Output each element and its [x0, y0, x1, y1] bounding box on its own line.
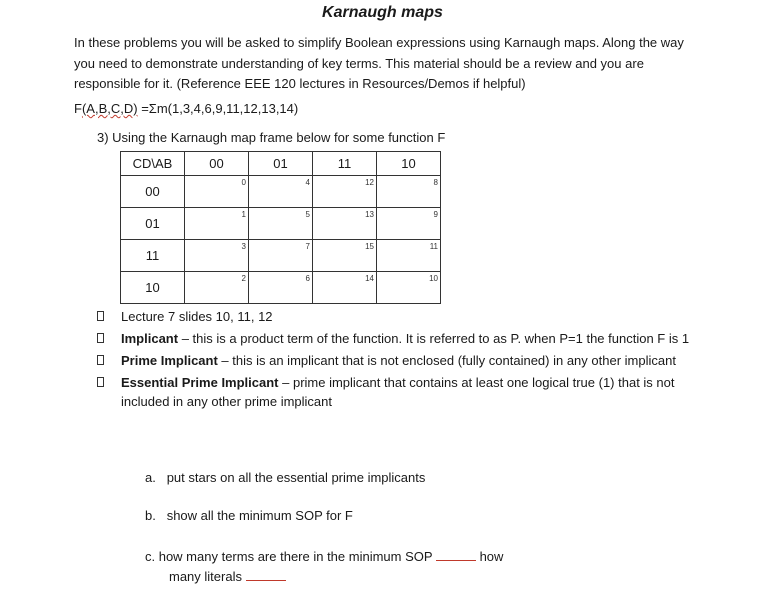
part-b-label: b. — [145, 508, 156, 523]
kmap-cell[interactable] — [249, 240, 313, 272]
minterm-index: 10 — [429, 274, 438, 283]
kmap-row — [121, 272, 441, 304]
literals-answer-blank[interactable] — [246, 580, 286, 581]
definitions-list — [97, 307, 717, 414]
kmap-cell[interactable] — [249, 176, 313, 208]
kmap-corner-label: CD\AB — [121, 152, 185, 176]
minterm-index: 1 — [241, 210, 246, 219]
kmap-col-header: 00 — [185, 152, 249, 176]
kmap-cell[interactable] — [377, 208, 441, 240]
part-a — [145, 470, 425, 485]
minterm-index: 13 — [365, 210, 374, 219]
kmap-cell[interactable] — [185, 176, 249, 208]
kmap-cell[interactable] — [185, 208, 249, 240]
terms-answer-blank[interactable] — [436, 560, 476, 561]
part-c-text: c. how many terms are there in the minimum SOP — [145, 549, 433, 564]
kmap-cell[interactable] — [185, 272, 249, 304]
minterm-index: 8 — [433, 178, 438, 187]
part-a-label: a. — [145, 470, 156, 485]
minterm-index: 15 — [365, 242, 374, 251]
minterm-index: 12 — [365, 178, 374, 187]
minterm-index: 6 — [305, 274, 310, 283]
term-name: Implicant — [121, 331, 179, 346]
kmap-cell[interactable] — [377, 240, 441, 272]
function-name: F — [74, 101, 82, 116]
intro-paragraph: In these problems you will be asked to simplify Boolean expressions using Karnaugh maps. Along the way you need to demonstrate understanding of key terms. This material should be a review and you are responsible for it. (Reference EEE 120 lectures in Resources/Demos if helpful) — [74, 35, 684, 91]
part-b-text: show all the minimum SOP for F — [166, 508, 353, 523]
kmap-cell[interactable] — [313, 208, 377, 240]
kmap-row-label: 11 — [121, 240, 185, 272]
term-name: Essential Prime Implicant — [121, 375, 279, 390]
minterm-index: 2 — [241, 274, 246, 283]
bullet-box-icon — [97, 377, 104, 387]
function-definition — [74, 101, 298, 116]
bullet-box-icon — [97, 355, 104, 365]
kmap-cell[interactable] — [185, 240, 249, 272]
part-c-literals: many literals — [169, 569, 242, 584]
part-a-text: put stars on all the essential prime implicants — [166, 470, 426, 485]
list-item — [97, 351, 717, 370]
kmap-col-header: 01 — [249, 152, 313, 176]
kmap-cell[interactable] — [313, 240, 377, 272]
kmap-cell[interactable] — [377, 176, 441, 208]
minterm-index: 4 — [305, 178, 310, 187]
term-name: Prime Implicant — [121, 353, 218, 368]
kmap-cell[interactable] — [249, 208, 313, 240]
minterm-index: 7 — [305, 242, 310, 251]
minterm-index: 3 — [241, 242, 246, 251]
kmap-col-header: 10 — [377, 152, 441, 176]
part-c-how: how — [479, 549, 504, 564]
kmap-row — [121, 208, 441, 240]
kmap-cell[interactable] — [313, 176, 377, 208]
bullet-box-icon — [97, 333, 104, 343]
term-text: – this is an implicant that is not enclosed (fully contained) in any other implicant — [217, 353, 676, 368]
kmap-cell[interactable] — [249, 272, 313, 304]
karnaugh-map — [120, 151, 441, 304]
term-text: – prime implicant that contains at least one logical true (1) that is not included in any other prime implicant — [121, 375, 675, 409]
page-title: Karnaugh maps — [322, 4, 443, 21]
term-text: – this is a product term of the function. It is referred to as P. when P=1 the function F is 1 — [178, 331, 690, 346]
minterm-index: 11 — [429, 242, 438, 251]
minterm-index: 9 — [433, 210, 438, 219]
list-item — [97, 307, 717, 326]
kmap-row-label: 10 — [121, 272, 185, 304]
part-b — [145, 508, 353, 523]
kmap-cell[interactable] — [377, 272, 441, 304]
term-text: Lecture 7 slides 10, 11, 12 — [121, 309, 273, 324]
question-3: 3) Using the Karnaugh map frame below for some function F — [97, 130, 446, 145]
kmap-row — [121, 176, 441, 208]
bullet-box-icon — [97, 311, 104, 321]
minterm-index: 14 — [365, 274, 374, 283]
part-c — [145, 549, 503, 564]
kmap-row-label: 01 — [121, 208, 185, 240]
kmap-row-label: 00 — [121, 176, 185, 208]
list-item — [97, 373, 717, 411]
kmap-cell[interactable] — [313, 272, 377, 304]
function-args: (A,B,C,D) — [81, 101, 138, 116]
kmap-col-header: 11 — [313, 152, 377, 176]
minterm-index: 5 — [305, 210, 310, 219]
function-minterms: =Σm(1,3,4,6,9,11,12,13,14) — [137, 101, 299, 116]
kmap-row — [121, 240, 441, 272]
list-item — [97, 329, 717, 348]
part-c-continued — [169, 569, 286, 584]
kmap-header-row — [121, 152, 441, 176]
minterm-index: 0 — [241, 178, 246, 187]
